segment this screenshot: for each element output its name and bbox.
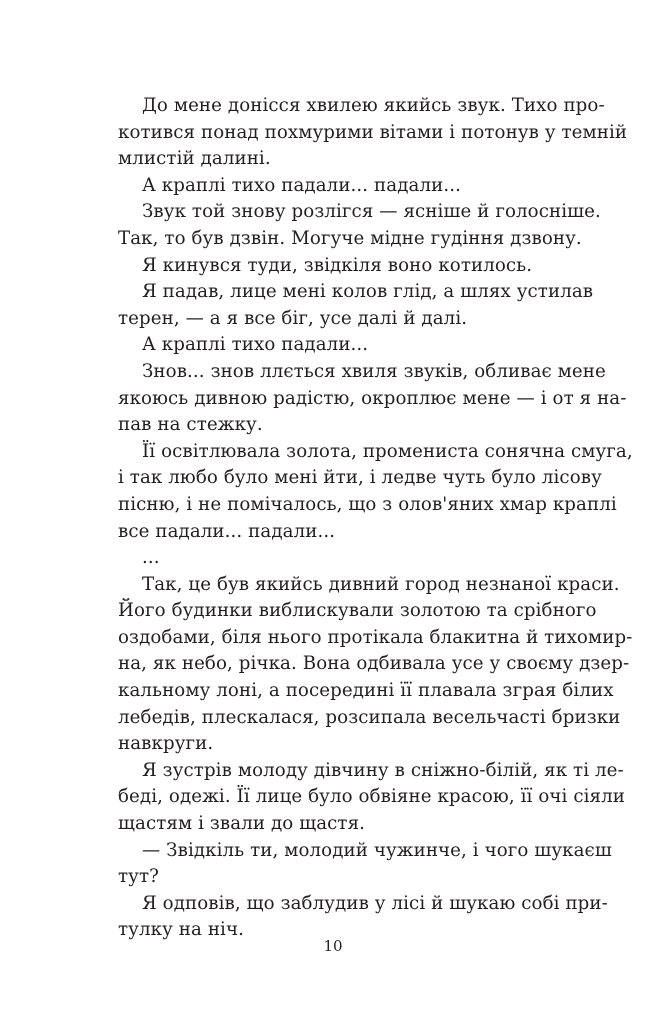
text-line: котився понад похмурими вітами і потонув у темній <box>118 121 628 143</box>
text-line: тулку на ніч. <box>118 919 244 941</box>
text-line: на, як небо, річка. Вона одбивала усе у своєму дзер- <box>118 653 630 675</box>
text-line: навкруги. <box>118 733 214 755</box>
text-line: А краплі тихо падали... <box>142 334 369 356</box>
page-number: 10 <box>323 937 343 955</box>
text-line: Я падав, лице мені колов глід, а шлях устилав <box>142 281 594 303</box>
text-line: Його будинки виблискували золотою та срібного <box>118 600 597 622</box>
text-line: Так, то був дзвін. Могуче мідне гудіння дзвону. <box>118 227 582 249</box>
text-line: якоюсь дивною радістю, окроплює мене — і от я на- <box>118 387 627 409</box>
text-line: терен, — а я все біг, усе далі й далі. <box>118 307 468 329</box>
text-line: — Звідкіль ти, молодий чужинче, і чого шукаєш <box>142 839 612 861</box>
text-line: Я зустрів молоду дівчину в сніжно-білій, як ті ле- <box>142 759 624 781</box>
text-line: оздобами, біля нього протікала блакитна й тихомир- <box>118 626 633 648</box>
text-line: Звук той знову розлігся — ясніше й голосніше. <box>142 201 601 223</box>
text-line: млистій далині. <box>118 148 271 170</box>
text-line: Її освітлювала золота, промениста сонячна смуга, <box>142 440 633 462</box>
text-line: До мене донісся хвилею якийсь звук. Тихо про- <box>142 95 605 116</box>
text-line: щастям і звали до щастя. <box>118 813 366 835</box>
text-line: все падали... падали... <box>118 520 336 542</box>
text-line: пісню, і не помічалось, що з олов'яних хмар краплі <box>118 493 617 515</box>
text-line: і так любо було мені йти, і ледве чуть було лісову <box>118 467 602 489</box>
text-line: тут? <box>118 866 159 888</box>
text-line: Я одповів, що заблудив у лісі й шукаю собі при- <box>142 892 608 914</box>
text-line: ... <box>142 547 160 569</box>
text-line: Так, це був якийсь дивний город незнаної краси. <box>142 573 620 595</box>
text-line: пав на стежку. <box>118 414 263 436</box>
text-line: А краплі тихо падали... падали... <box>142 174 461 196</box>
text-line: беді, одежі. Її лице було обвіяне красою, її очі сіяли <box>118 786 625 808</box>
text-line: Я кинувся туди, звідкіля воно котилось. <box>142 254 533 276</box>
body-text <box>118 93 633 944</box>
text-line: Знов... знов ллється хвиля звуків, обливає мене <box>142 360 606 382</box>
text-line: лебедів, плескалася, розсипала весельчасті бризки <box>118 706 621 728</box>
text-line: кальному лоні, а посередині її плавала зграя білих <box>118 680 614 702</box>
